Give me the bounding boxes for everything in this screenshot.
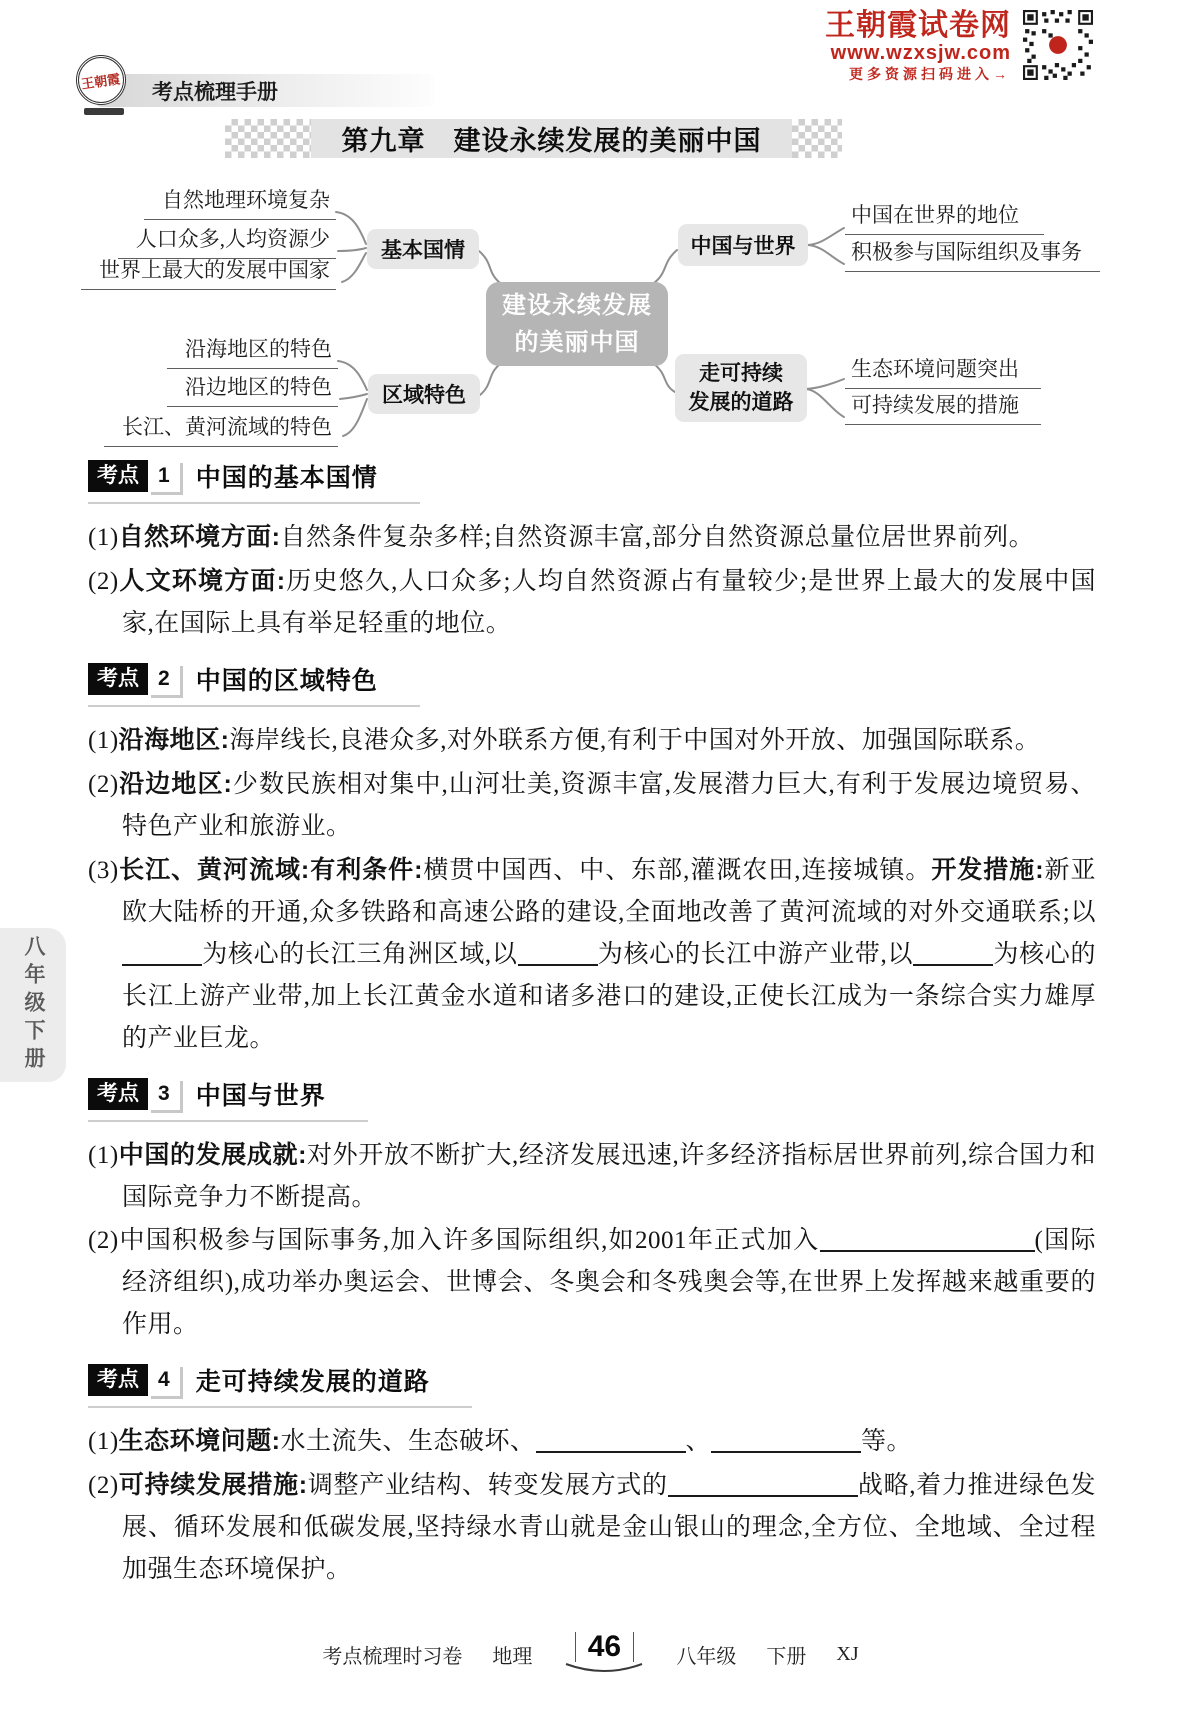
item-number: (2) — [88, 1227, 119, 1254]
item-number: (1) — [88, 727, 119, 754]
checker-decoration-right — [792, 119, 842, 158]
item-text: 中国积极参与国际事务,加入许多国际组织,如2001年正式加入 — [118, 1227, 820, 1254]
chapter-title: 第九章 建设永续发展的美丽中国 — [311, 119, 792, 158]
item-text: 少数民族相对集中,山河壮美,资源丰富,发展潜力巨大,有利于发展边境贸易、特色产业和旅游业。 — [122, 771, 1096, 840]
fill-in-blank — [711, 1426, 861, 1453]
qr-caption: 更多资源扫码进入→ — [849, 66, 1011, 82]
kaodian-number: 4 — [148, 1364, 180, 1396]
item-label: 可持续发展措施: — [118, 1471, 308, 1499]
item-label: 人文环境方面: — [118, 567, 286, 595]
fill-in-blank — [668, 1470, 858, 1497]
mindmap-node-regional-features: 区域特色 — [368, 374, 480, 414]
mindmap-leaf: 生态环境问题突出 — [845, 353, 1041, 389]
item-text: 新亚欧大陆桥的开通,众多铁路和高速公路的建设,全面地改善了黄河流域的对外交通联系;以 — [122, 857, 1096, 926]
site-name: 王朝霞试卷网 — [825, 9, 1011, 42]
grade-volume-side-tab — [0, 928, 66, 1082]
section-header — [88, 458, 420, 504]
mindmap-node-sustainable-path — [675, 354, 807, 422]
item-number: (1) — [88, 1428, 119, 1455]
footer-subject: 地理 — [492, 1645, 533, 1668]
footer-volume: 下册 — [766, 1645, 807, 1668]
section-title: 中国的区域特色 — [195, 667, 378, 695]
item-label: 自然环境方面: — [118, 523, 281, 551]
series-header-bar — [96, 74, 434, 107]
mindmap-node-china-world: 中国与世界 — [678, 224, 808, 266]
mindmap-leaf: 世界上最大的发展中国家 — [81, 254, 336, 290]
section-kaodian-1 — [88, 458, 1096, 645]
sustainable-node-line2: 发展的道路 — [688, 391, 794, 414]
item-number: (1) — [88, 1142, 119, 1169]
item-label: 沿边地区: — [118, 770, 233, 798]
stamp-text: 王朝霞 — [80, 70, 122, 92]
item-label: 中国的发展成就: — [118, 1141, 307, 1169]
point-paragraph — [88, 560, 1096, 645]
section-header — [88, 1362, 472, 1408]
item-number: (2) — [88, 568, 119, 595]
point-paragraph — [88, 719, 1096, 762]
section-title: 走可持续发展的道路 — [195, 1368, 430, 1396]
item-text: 调整产业结构、转变发展方式的 — [307, 1472, 668, 1499]
item-label: 长江、黄河流域:有利条件: — [118, 856, 423, 884]
point-paragraph — [88, 516, 1096, 559]
mindmap-leaf: 中国在世界的地位 — [845, 199, 1044, 235]
mindmap-leaf: 长江、黄河流域的特色 — [104, 411, 338, 447]
item-text: 、 — [685, 1428, 712, 1455]
item-text: 为核心的长江中游产业带,以 — [597, 941, 914, 968]
fill-in-blank — [536, 1426, 686, 1453]
kaodian-badge: 考点 — [88, 1078, 148, 1110]
kaodian-number: 1 — [148, 460, 180, 492]
footer-series: 考点梳理时习卷 — [322, 1645, 463, 1668]
point-paragraph — [88, 849, 1096, 1060]
page-number-book-curve — [562, 1662, 646, 1676]
item-text: (国际经济组织),成功举办奥运会、世博会、冬奥会和冬残奥会等,在世界上发挥越来越重要的作用。 — [122, 1227, 1096, 1338]
fill-in-blank — [820, 1225, 1035, 1252]
stamp-ring — [76, 55, 126, 105]
footer-grade: 八年级 — [676, 1645, 737, 1668]
item-number: (2) — [88, 771, 119, 798]
item-text: 对外开放不断扩大,经济发展迅速,许多经济指标居世界前列,综合国力和国际竞争力不断提高。 — [122, 1142, 1096, 1211]
page-number: 46 — [575, 1632, 634, 1662]
section-kaodian-2 — [88, 661, 1096, 1060]
chapter-title-banner — [225, 119, 842, 158]
masthead-text — [825, 10, 1011, 83]
mindmap-leaf: 沿边地区的特色 — [167, 371, 338, 407]
kaodian-badge: 考点 — [88, 663, 148, 695]
content-area — [88, 458, 1096, 1607]
item-text: 横贯中国西、中、东部,灌溉农田,连接城镇。 — [422, 857, 932, 884]
item-label: 生态环境问题: — [118, 1427, 281, 1455]
kaodian-badge: 考点 — [88, 1364, 148, 1396]
qr-code-icon — [1023, 10, 1093, 80]
kaodian-number: 2 — [148, 663, 180, 695]
section-header — [88, 1076, 368, 1122]
section-kaodian-4 — [88, 1362, 1096, 1591]
center-node-line1: 建设永续发展 — [502, 291, 652, 319]
section-header — [88, 661, 420, 707]
mindmap-center-node — [486, 282, 668, 366]
center-node-line2: 的美丽中国 — [514, 329, 640, 356]
mindmap-leaf: 可持续发展的措施 — [845, 389, 1041, 425]
item-number: (3) — [88, 857, 119, 884]
point-paragraph — [88, 763, 1096, 848]
item-number: (1) — [88, 524, 119, 551]
mindmap-node-basic-conditions: 基本国情 — [367, 229, 479, 269]
sustainable-node-line1: 走可持续 — [699, 361, 783, 385]
item-text: 等。 — [861, 1428, 913, 1455]
item-text: 自然条件复杂多样;自然资源丰富,部分自然资源总量位居世界前列。 — [280, 524, 1035, 551]
series-label: 考点梳理手册 — [152, 80, 278, 104]
checker-decoration-left — [225, 119, 311, 158]
section-title: 中国与世界 — [195, 1082, 326, 1110]
fill-in-blank — [913, 939, 993, 966]
mindmap-leaf: 积极参与国际组织及事务 — [845, 236, 1100, 272]
mindmap-leaf: 人口众多,人均资源少 — [118, 223, 336, 259]
fill-in-blank — [518, 939, 598, 966]
item-number: (2) — [88, 1472, 119, 1499]
point-paragraph — [88, 1220, 1096, 1346]
point-paragraph — [88, 1134, 1096, 1219]
point-paragraph — [88, 1420, 1096, 1463]
page-number-wrap — [562, 1632, 646, 1676]
mindmap-leaf: 沿海地区的特色 — [167, 333, 338, 369]
side-tab-label: 八年级下册 — [22, 935, 45, 1075]
mindmap-leaf: 自然地理环境复杂 — [144, 184, 336, 220]
fill-in-blank — [122, 939, 202, 966]
page-footer — [0, 1632, 1181, 1676]
item-text: 历史悠久,人口众多;人均自然资源占有量较少;是世界上最大的发展中国家,在国际上具有举足轻重的地位。 — [122, 568, 1097, 637]
section-title: 中国的基本国情 — [195, 464, 378, 492]
kaodian-badge: 考点 — [88, 460, 148, 492]
item-text: 为核心的长江三角洲区域,以 — [202, 941, 518, 968]
brand-stamp-logo — [76, 55, 134, 117]
section-kaodian-3 — [88, 1076, 1096, 1346]
masthead — [825, 10, 1093, 83]
item-text: 为核心的长江上游产业带,加上长江黄金水道和诸多港口的建设,正使长江成为一条综合实力雄厚的产业巨龙。 — [122, 941, 1096, 1052]
item-text: 海岸线长,良港众多,对外联系方便,有利于中国对外开放、加强国际联系。 — [229, 727, 1041, 754]
site-url: www.wzxsjw.com — [830, 42, 1011, 64]
item-text: 战略,着力推进绿色发展、循环发展和低碳发展,坚持绿水青山就是金山银山的理念,全方位、全地域、全过程加强生态环境保护。 — [122, 1472, 1096, 1583]
footer-edition: XJ — [836, 1642, 859, 1665]
item-label: 沿海地区: — [118, 726, 230, 754]
item-text: 水土流失、生态破坏、 — [280, 1428, 536, 1455]
point-paragraph — [88, 1464, 1096, 1591]
item-label: 开发措施: — [931, 856, 1045, 884]
kaodian-number: 3 — [148, 1078, 180, 1110]
